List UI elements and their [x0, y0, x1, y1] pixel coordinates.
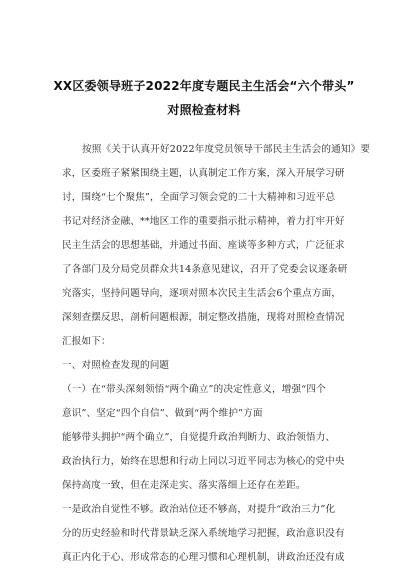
intro-paragraph-line: 究落实，坚持问题导向，逐项对照本次民主生活会6个重点方面， [62, 288, 342, 299]
subsection-heading-line: （一）在“带头深刻领悟“两个确立”的决定性意义，增强“四个 [62, 384, 326, 395]
body-paragraph-line: 政治执行力，始终在思想和行动上同以习近平同志为核心的党中央 [62, 456, 345, 467]
body-paragraph-line: 真正内化于心、形成常态的心理习惯和心理机制，讲政治还没有成 [62, 552, 345, 563]
body-paragraph-line: 分的历史经验和时代背景缺乏深入系统地学习把握，政治意识没有 [62, 528, 345, 539]
section-heading: 一、对照检查发现的问题 [62, 360, 170, 371]
document-title-line-2: 对照检查材料 [167, 103, 241, 117]
body-paragraph-line: 能够带头拥护“两个确立”，自觉提升政治判断力、政治领悟力、 [62, 432, 336, 443]
intro-paragraph-line: 民主生活会的思想基础，并通过书面、座谈等多种方式，广泛征求 [62, 240, 345, 251]
intro-paragraph-line: 了各部门及分局党员群众共14条意见建议，召开了党委会议逐条研 [62, 264, 348, 275]
intro-paragraph-line: 讨，围绕“七个聚焦”，全面学习领会党的二十大精神和习近平总 [62, 192, 336, 203]
intro-paragraph-line: 书记对经济金融、**地区工作的重要指示批示精神，着力打牢开好 [62, 216, 345, 227]
intro-paragraph-line: 求，区委班子紧紧围绕主题，认真制定工作方案，深入开展学习研 [62, 168, 345, 179]
document-title-line-1: XX区委领导班子2022年度专题民主生活会“六个带头” [53, 79, 355, 93]
intro-paragraph-line: 汇报如下： [62, 336, 111, 347]
body-paragraph-line: 一是政治自觉性不够。政治站位还不够高，对提升“政治三力”化 [62, 504, 336, 515]
subsection-heading-line: 意识”、坚定“四个自信”、做到“两个维护”方面 [62, 408, 263, 419]
intro-paragraph-line: 按照《关于认真开好2022年度党员领导干部民主生活会的通知》要 [82, 144, 371, 155]
intro-paragraph-line: 深刻查摆反思，剖析问题根源，制定整改措施，现将对照检查情况 [62, 312, 345, 323]
body-paragraph-line: 保持高度一致，但在走深走实、落实落细上还存在差距。 [62, 480, 306, 491]
